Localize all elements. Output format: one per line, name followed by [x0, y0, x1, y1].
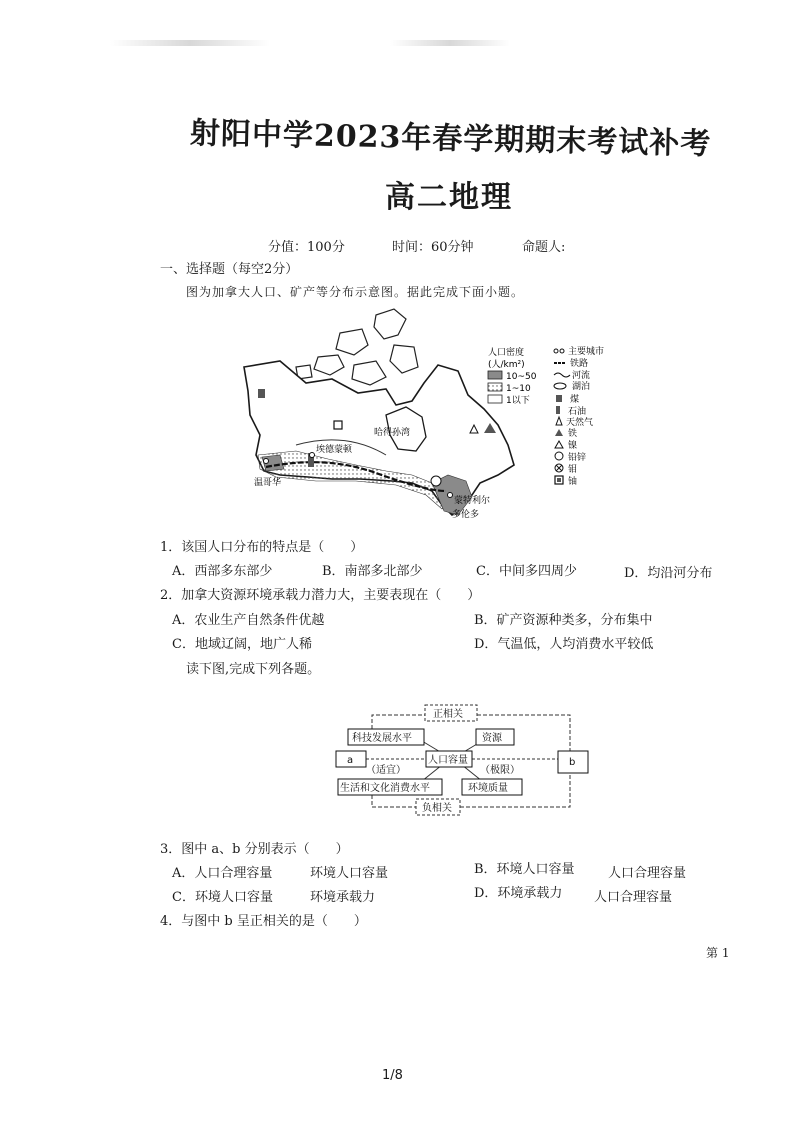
q3-option-b[interactable]: B．环境人口容量	[474, 862, 575, 877]
legend-symbol: 铁路	[570, 359, 589, 369]
score-info: 分值：100分	[268, 240, 345, 255]
capacity-diagram	[330, 695, 600, 823]
resource-label: 资源	[482, 733, 502, 744]
time-info: 时间：60分钟	[392, 240, 474, 255]
tech-label: 科技发展水平	[352, 733, 412, 744]
place-label: 哈得孙湾	[374, 428, 411, 438]
page-number: 1/8	[382, 1068, 403, 1083]
question-4: 4．与图中 b 呈正相关的是（ ）	[160, 914, 367, 929]
arctic-island	[336, 329, 368, 355]
legend-symbol: 铅锌	[568, 453, 587, 463]
legend-symbol: 天然气	[566, 418, 594, 428]
arctic-island	[374, 309, 406, 339]
q3-option-d[interactable]: D．环境承载力	[474, 886, 563, 901]
q2-option-a[interactable]: A．农业生产自然条件优越	[172, 613, 325, 628]
q1-option-b[interactable]: B．南部多北部少	[322, 564, 423, 579]
place-label: 温哥华	[254, 478, 282, 488]
q2-option-b[interactable]: B．矿产资源种类多，分布集中	[474, 613, 653, 628]
living-label: 生活和文化消费水平	[340, 783, 430, 794]
positive-label: 正相关	[433, 709, 463, 720]
legend-symbol: 镍	[568, 441, 578, 451]
scan-artifact	[390, 40, 510, 46]
place-label: 蒙特利尔	[454, 496, 491, 506]
reading-prompt: 读下图,完成下列各题。	[186, 662, 321, 677]
q3-option-b2: 人口合理容量	[608, 866, 687, 881]
q3-option-a[interactable]: A．人口合理容量	[172, 866, 273, 881]
question-2: 2．加拿大资源环境承载力潜力大，主要表现在（ ）	[160, 588, 481, 603]
question-1: 1．该国人口分布的特点是（ ）	[160, 540, 364, 555]
scan-artifact	[110, 40, 270, 46]
limit-label: （极限）	[480, 765, 520, 776]
q1-option-c[interactable]: C．中间多四周少	[476, 564, 577, 579]
q3-option-a2: 环境人口容量	[310, 866, 389, 881]
q3-option-c[interactable]: C．环境人口容量	[172, 890, 273, 905]
legend-symbol: 石油	[568, 407, 587, 417]
canada-map	[236, 305, 611, 525]
legend-unit: (人/km²)	[488, 360, 525, 370]
city-symbol	[448, 493, 453, 498]
author-info: 命题人:	[522, 240, 566, 255]
q2-option-c[interactable]: C．地域辽阔，地广人稀	[172, 637, 312, 652]
symbol-legend	[554, 345, 604, 487]
q2-option-d[interactable]: D．气温低，人均消费水平较低	[474, 637, 654, 652]
arctic-island	[352, 361, 386, 385]
legend-density: 1~10	[506, 384, 531, 394]
city-symbol	[264, 459, 269, 464]
q3-option-d2: 人口合理容量	[594, 890, 673, 905]
density-legend	[488, 346, 537, 406]
q3-option-c2: 环境承载力	[310, 890, 376, 905]
coal-symbol	[258, 389, 265, 398]
section-intro: 图为加拿大人口、矿产等分布示意图。据此完成下面小题。	[186, 285, 525, 299]
a-label: a	[347, 755, 354, 766]
suitable-label: （适宜）	[366, 765, 406, 776]
center-label: 人口容量	[428, 755, 468, 766]
place-label: 多伦多	[452, 510, 480, 520]
q1-option-d[interactable]: D．均沿河分布	[624, 566, 713, 581]
exam-title: 射阳中学2023年春学期期末考试补考	[189, 116, 712, 162]
legend-symbol: 湖泊	[572, 382, 591, 392]
arctic-island	[314, 355, 344, 375]
legend-symbol: 煤	[570, 395, 580, 405]
page-corner-label: 第 1	[706, 946, 730, 960]
legend-density: 1以下	[506, 396, 530, 406]
mainland	[244, 361, 514, 515]
legend-symbol: 铀	[568, 477, 578, 487]
legend-symbol: 主要城市	[568, 347, 605, 357]
b-label: b	[569, 757, 576, 768]
legend-symbol: 河流	[572, 371, 591, 381]
legend-title: 人口密度	[488, 348, 525, 358]
uranium-symbol	[334, 421, 342, 429]
legend-symbol: 铁	[568, 429, 578, 439]
place-label: 埃德蒙顿	[316, 445, 353, 455]
legend-symbol: 钼	[568, 465, 578, 475]
negative-label: 负相关	[422, 803, 452, 814]
molybdenum-symbol	[431, 476, 441, 486]
exam-subject: 高二地理	[385, 180, 513, 215]
arctic-island	[390, 345, 418, 373]
q1-option-a[interactable]: A．西部多东部少	[172, 564, 273, 579]
legend-density: 10~50	[506, 372, 537, 382]
section-heading: 一、选择题（每空2分）	[160, 262, 299, 277]
city-symbol	[310, 453, 315, 458]
env-label: 环境质量	[468, 783, 508, 794]
question-3: 3．图中 a、b 分别表示（ ）	[160, 842, 349, 857]
